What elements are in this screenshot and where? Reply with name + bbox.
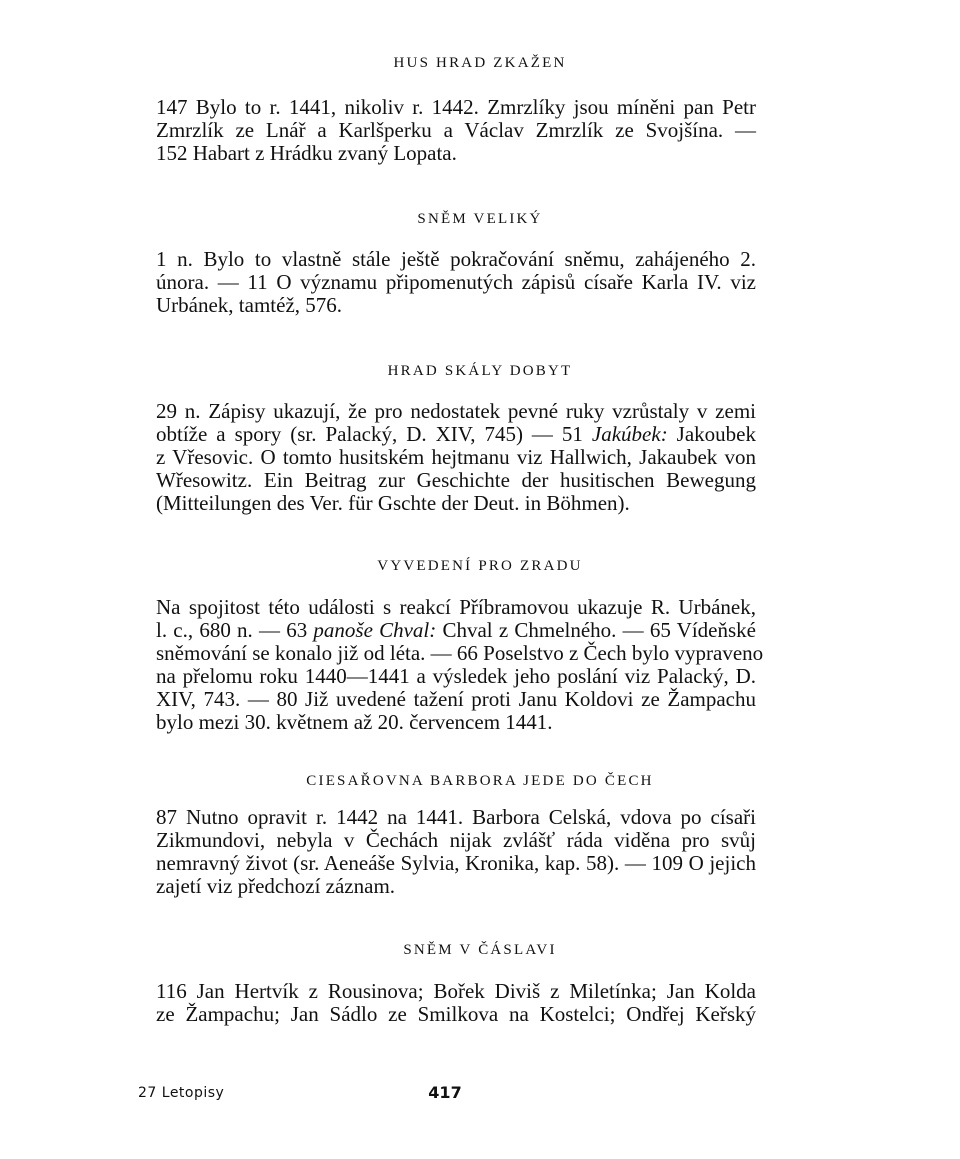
text-line: 116 Jan Hertvík z Rousinova; Bořek Diviš z Miletínka; Jan Kolda [156, 979, 756, 1003]
section-paragraph [156, 248, 756, 317]
section-paragraph [156, 96, 756, 165]
text-line: ze Žampachu; Jan Sádlo ze Smilkova na Kostelci; Ondřej Keřský [156, 1002, 756, 1026]
section-heading: VYVEDENÍ PRO ZRADU [377, 558, 583, 574]
section-paragraph [156, 595, 764, 734]
printer-signature: 27 Letopisy [138, 1085, 225, 1101]
text-line [156, 423, 756, 446]
italic-term: Jakúbek: [591, 422, 668, 446]
text-line: XIV, 743. — 80 Již uvedené tažení proti Janu Koldovi ze Žampachu [156, 687, 756, 711]
page-number: 417 [428, 1083, 462, 1102]
text-segment: obtíže a spory (sr. Palacký, D. XIV, 745) — 51 [156, 422, 592, 446]
text-line: Wřesowitz. Ein Beitrag zur Geschichte der husitischen Bewegung [156, 468, 756, 492]
text-line: 29 n. Zápisy ukazují, že pro nedostatek pevné ruky vzrůstaly v zemi [156, 399, 756, 423]
text-line: sněmování se konalo již od léta. — 66 Poselstvo z Čech bylo vypraveno [156, 641, 764, 665]
text-line: Na spojitost této události s reakcí Příbramovou ukazuje R. Urbánek, [156, 595, 756, 619]
section-paragraph [156, 806, 756, 898]
text-segment: Jakoubek [667, 422, 756, 446]
section-heading: HRAD SKÁLY DOBYT [387, 363, 573, 379]
text-line: února. — 11 O významu připomenutých zápisů císaře Karla IV. viz [156, 270, 756, 294]
text-line: zajetí viz předchozí záznam. [156, 874, 396, 898]
text-line: Urbánek, tamtéž, 576. [156, 293, 343, 317]
section-heading: SNĚM VELIKÝ [417, 211, 543, 227]
text-line: 147 Bylo to r. 1441, nikoliv r. 1442. Zmrzlíky jsou míněni pan Petr [156, 95, 756, 119]
text-line: (Mitteilungen des Ver. für Gschte der Deut. in Böhmen). [156, 491, 630, 515]
text-line: bylo mezi 30. květnem až 20. červencem 1441. [156, 710, 553, 734]
text-line: z Vřesovic. O tomto husitském hejtmanu viz Hallwich, Jakaubek von [156, 445, 756, 469]
text-segment: Chval z Chmelného. — 65 Vídeňské [436, 618, 756, 642]
text-line: Zmrzlík ze Lnář a Karlšperku a Václav Zmrzlík ze Svojšína. — [156, 118, 756, 142]
italic-term: panoše Chval: [313, 618, 437, 642]
text-line: nemravný život (sr. Aeneáše Sylvia, Kronika, kap. 58). — 109 O jejich [156, 851, 756, 875]
text-line [156, 619, 756, 642]
section-heading: HUS HRAD ZKAŽEN [393, 55, 567, 71]
text-segment: l. c., 680 n. — 63 [156, 618, 314, 642]
text-line: 87 Nutno opravit r. 1442 na 1441. Barbora Celská, vdova po císaři [156, 805, 756, 829]
section-heading: SNĚM V ČÁSLAVI [403, 942, 557, 958]
text-line: na přelomu roku 1440—1441 a výsledek jeho poslání viz Palacký, D. [156, 664, 756, 688]
section-paragraph [156, 400, 756, 515]
section-heading: CIESAŘOVNA BARBORA JEDE DO ČECH [306, 773, 654, 789]
text-line: 1 n. Bylo to vlastně stále ještě pokračování sněmu, zahájeného 2. [156, 247, 756, 271]
text-line: 152 Habart z Hrádku zvaný Lopata. [156, 141, 457, 165]
text-line: Zikmundovi, nebyla v Čechách nijak zvlášť ráda viděna pro svůj [156, 828, 756, 852]
section-paragraph [156, 980, 756, 1026]
